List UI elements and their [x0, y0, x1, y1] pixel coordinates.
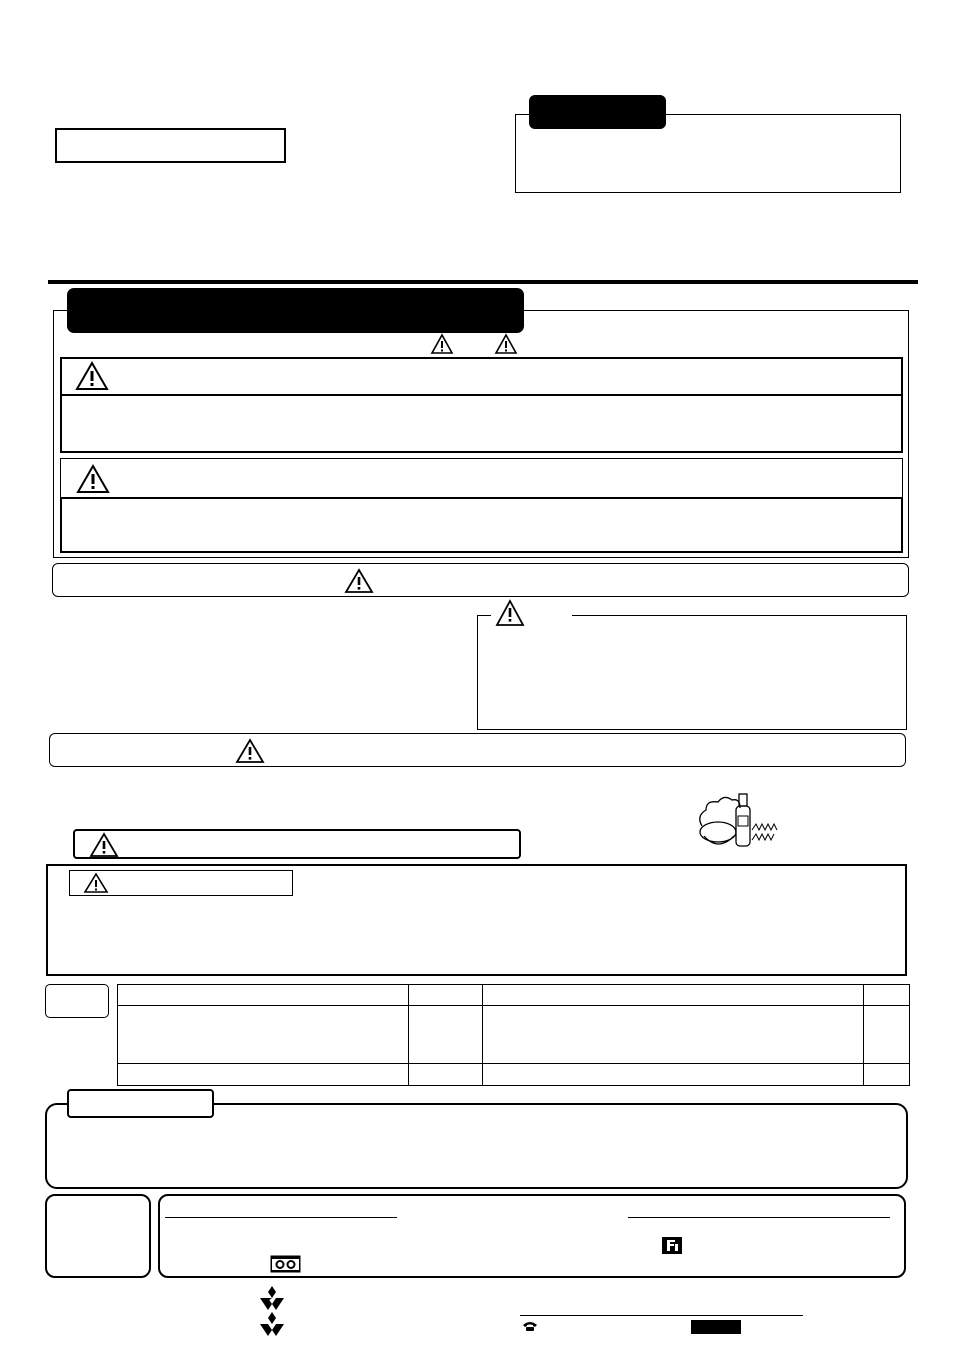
warning-icon: [495, 599, 525, 627]
warning-icon: [235, 738, 265, 764]
footer-rule: [520, 1315, 803, 1316]
cleaning-products-illustration: [694, 788, 780, 854]
caution-body-1: [60, 498, 903, 553]
warning-icon: [75, 361, 109, 391]
note-box-topline: [572, 615, 907, 616]
warning-header-1: [60, 357, 903, 396]
cassette-tape-icon: [270, 1255, 301, 1273]
top-divider: [48, 280, 918, 284]
table-cell: [409, 1064, 483, 1086]
telephone-icon: [522, 1320, 538, 1332]
table-row: [118, 1006, 910, 1064]
table-cell: [409, 1006, 483, 1064]
warning-bar-1: [52, 563, 909, 597]
caution-icon: [494, 333, 518, 355]
note-box: [477, 615, 907, 730]
table-cell: [864, 985, 910, 1006]
notice-tab: [529, 95, 666, 129]
fax-icon: [662, 1237, 682, 1254]
table-cell: [864, 1006, 910, 1064]
table-cell: [118, 985, 409, 1006]
table-cell: [409, 985, 483, 1006]
caution-header-1: [60, 458, 903, 498]
table-cell: [118, 1064, 409, 1086]
three-diamond-logo-icon: [259, 1312, 285, 1336]
warning-icon: [430, 333, 454, 355]
three-diamond-logo-icon: [259, 1286, 285, 1310]
model-number-box: [55, 128, 286, 163]
contact-underline-right: [628, 1217, 890, 1218]
warning-icon: [344, 568, 374, 594]
table-cell: [483, 1006, 864, 1064]
info-box-tab: [67, 1089, 214, 1118]
table-row: [118, 1064, 910, 1086]
contact-underline-left: [165, 1217, 397, 1218]
caution-heading-box: [73, 829, 521, 859]
table-row: [118, 985, 910, 1006]
warning-bar-2: [49, 733, 906, 767]
warning-body-1: [60, 396, 903, 453]
caution-icon: [76, 464, 110, 494]
safety-section-title-bar: [67, 288, 524, 333]
contact-label-box: [45, 1194, 151, 1278]
table-cell: [118, 1006, 409, 1064]
table-cell: [483, 985, 864, 1006]
spec-label-box: [45, 984, 109, 1018]
footer-black-label: [691, 1320, 741, 1334]
table-cell: [864, 1064, 910, 1086]
warning-icon: [83, 872, 109, 894]
spec-table: [117, 984, 910, 1086]
warning-icon: [89, 832, 119, 858]
note-box-topline-left: [477, 615, 491, 616]
table-cell: [483, 1064, 864, 1086]
